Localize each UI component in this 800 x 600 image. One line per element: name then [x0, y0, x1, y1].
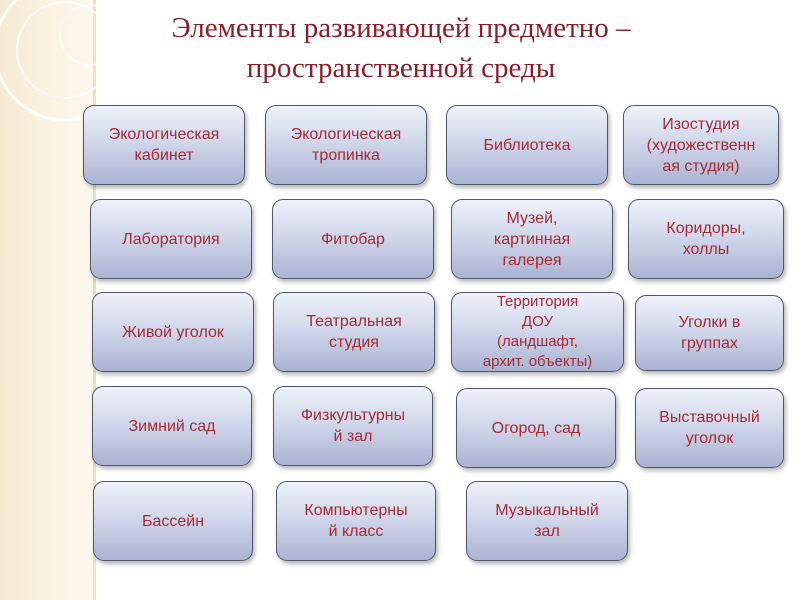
- tile-eco-path[interactable]: Экологическая тропинка: [265, 105, 427, 185]
- tile-eco-cabinet[interactable]: Экологическая кабинет: [83, 105, 245, 185]
- tile-living-corner[interactable]: Живой уголок: [92, 292, 254, 372]
- tile-winter-garden[interactable]: Зимний сад: [92, 386, 252, 466]
- tile-theatre-studio[interactable]: Театральная студия: [273, 292, 435, 372]
- tile-museum[interactable]: Музей, картинная галерея: [451, 199, 613, 279]
- tile-corridors[interactable]: Коридоры, холлы: [628, 199, 784, 279]
- tile-group-corners[interactable]: Уголки в группах: [635, 295, 784, 371]
- tile-library[interactable]: Библиотека: [446, 105, 608, 185]
- tile-pool[interactable]: Бассейн: [93, 481, 253, 561]
- tile-laboratory[interactable]: Лаборатория: [90, 199, 252, 279]
- tile-art-studio[interactable]: Изостудия (художественн ая студия): [623, 105, 779, 185]
- tile-phytobar[interactable]: Фитобар: [272, 199, 434, 279]
- tile-music-hall[interactable]: Музыкальный зал: [466, 481, 628, 561]
- tile-gym[interactable]: Физкультурны й зал: [273, 386, 433, 466]
- tile-territory[interactable]: Территория ДОУ (ландшафт, архит. объекты): [451, 292, 624, 372]
- tile-vegetable-garden[interactable]: Огород, сад: [456, 388, 616, 468]
- slide-title: Элементы развивающей предметно – пространственной среды: [171, 12, 631, 84]
- tile-computer-class[interactable]: Компьютерны й класс: [276, 481, 436, 561]
- tile-exhibition-corner[interactable]: Выставочный уголок: [635, 388, 784, 468]
